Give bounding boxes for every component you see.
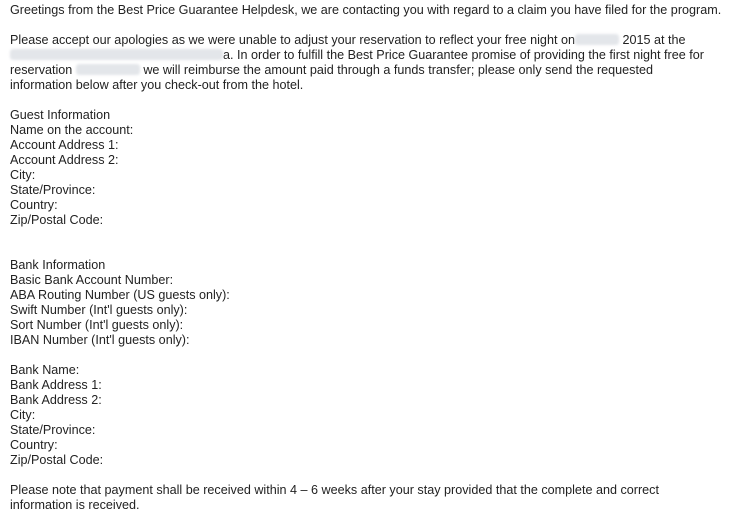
bank-address-field: City:	[10, 408, 36, 422]
email-body	[10, 3, 730, 513]
apology-line-4: information below after you check-out from the hotel.	[10, 78, 304, 92]
redacted-hotel-name	[10, 49, 223, 60]
bank-address-section	[10, 363, 730, 468]
apology-line-1	[10, 33, 730, 48]
bank-field: ABA Routing Number (US guests only):	[10, 288, 230, 302]
bank-address-field: Bank Address 2:	[10, 393, 102, 407]
guest-field: Name on the account:	[10, 123, 134, 137]
bank-address-field: Zip/Postal Code:	[10, 453, 104, 467]
bank-field: Sort Number (Int'l guests only):	[10, 318, 184, 332]
guest-information-section	[10, 108, 730, 228]
guest-information-heading: Guest Information	[10, 108, 111, 122]
bank-field: Basic Bank Account Number:	[10, 273, 174, 287]
apology-line-3-start: reservation	[10, 63, 73, 77]
bank-information-section	[10, 258, 730, 348]
guest-field: Account Address 2:	[10, 153, 119, 167]
guest-field: City:	[10, 168, 36, 182]
bank-field: Swift Number (Int'l guests only):	[10, 303, 188, 317]
guest-field: Zip/Postal Code:	[10, 213, 104, 227]
closing-paragraph	[10, 483, 730, 513]
apology-line-2	[10, 48, 730, 63]
apology-line-2-end: a. In order to fulfill the Best Price Guarantee promise of providing the first night free for	[223, 48, 704, 62]
redacted-date	[575, 34, 619, 45]
bank-address-field: Bank Name:	[10, 363, 80, 377]
guest-field: Account Address 1:	[10, 138, 119, 152]
bank-address-field: State/Province:	[10, 423, 96, 437]
bank-address-field: Country:	[10, 438, 58, 452]
guest-field: State/Province:	[10, 183, 96, 197]
greeting-paragraph	[10, 3, 730, 18]
apology-line-3-end: we will reimburse the amount paid through a funds transfer; please only send the requested	[143, 63, 653, 77]
closing-line-1: Please note that payment shall be received within 4 – 6 weeks after your stay provided that the complete and correct	[10, 483, 659, 497]
guest-field: Country:	[10, 198, 58, 212]
bank-information-heading: Bank Information	[10, 258, 106, 272]
apology-paragraph	[10, 33, 730, 93]
redacted-reservation-number	[76, 64, 140, 75]
greeting-text: Greetings from the Best Price Guarantee Helpdesk, we are contacting you with regard to a claim you have filed for the program.	[10, 3, 722, 17]
closing-line-2: information is received.	[10, 498, 140, 512]
apology-line-3	[10, 63, 730, 78]
bank-address-field: Bank Address 1:	[10, 378, 102, 392]
apology-line-1-start: Please accept our apologies as we were unable to adjust your reservation to reflect your free night on	[10, 33, 575, 47]
apology-line-1-end: 2015 at the	[622, 33, 686, 47]
bank-field: IBAN Number (Int'l guests only):	[10, 333, 190, 347]
